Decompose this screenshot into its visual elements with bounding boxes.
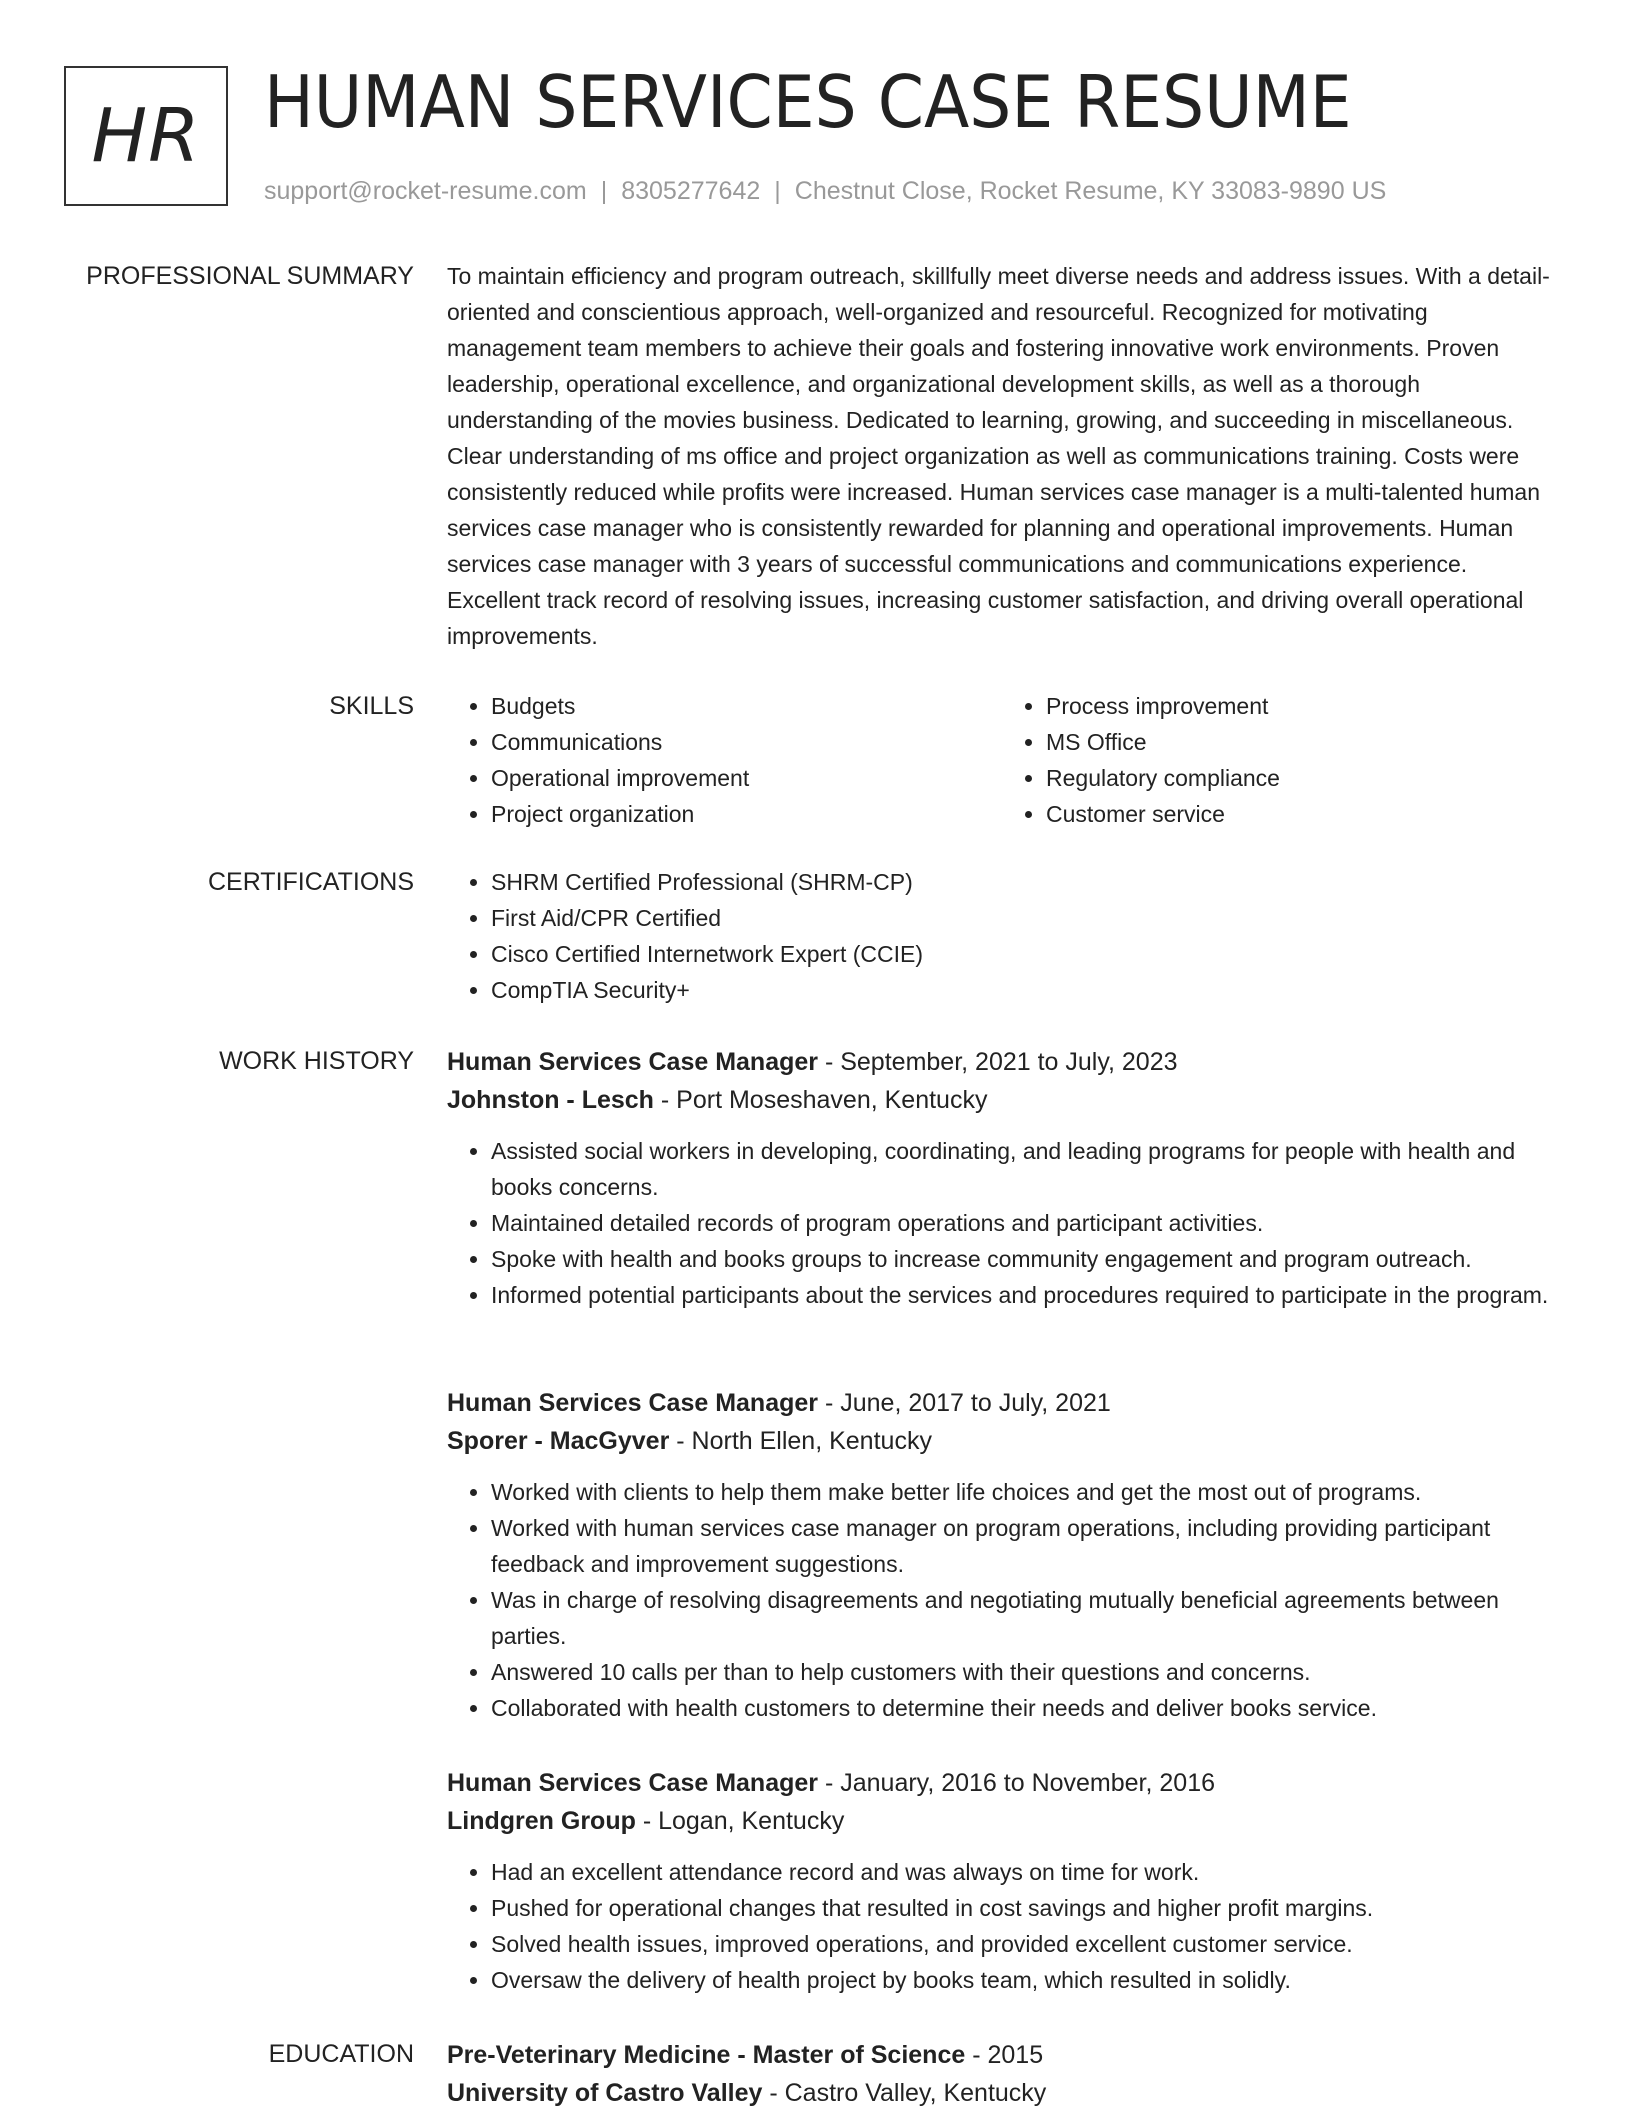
skills-list-right [1002,688,1557,832]
certification-item: • Cisco Certified Internetwork Expert (CCIE) [491,936,1557,972]
skill-item: • Operational improvement [491,760,1002,796]
skill-item: • Budgets [491,688,1002,724]
certification-item: • First Aid/CPR Certified [491,900,1557,936]
skill-item: • Process improvement [1046,688,1557,724]
education-degree: Pre-Veterinary Medicine - Master of Science [447,2041,966,2069]
job-bullet: • Collaborated with health customers to determine their needs and deliver books service. [491,1690,1557,1726]
certification-item: • CompTIA Security+ [491,972,1557,1008]
job-bullet: • Was in charge of resolving disagreements and negotiating mutually beneficial agreements between parties. [491,1582,1557,1654]
certifications-title: CERTIFICATIONS [207,868,414,896]
job-body [447,1764,1557,1998]
job-bullet: • Oversaw the delivery of health project by books team, which resulted in solidly. [491,1962,1557,1998]
job-role-line [447,1384,1557,1422]
job-bullet: • Pushed for operational changes that resulted in cost savings and higher profit margins. [491,1890,1557,1926]
contact-line [264,174,1386,208]
skill-item: • Customer service [1046,796,1557,832]
monogram-initials: HR [91,93,201,179]
skill-item: • Communications [491,724,1002,760]
education-degree-line [447,2036,1557,2074]
job-bullet: • Had an excellent attendance record and was always on time for work. [491,1854,1557,1890]
job-bullet: • Assisted social workers in developing, coordinating, and leading programs for people with health and books concerns. [491,1133,1557,1205]
certification-item: • SHRM Certified Professional (SHRM-CP) [491,864,1557,900]
job-dates: - June, 2017 to July, 2021 [818,1389,1111,1417]
job-company-line [447,1802,1557,1840]
job-role: Human Services Case Manager [447,1389,819,1417]
job-company-line [447,1422,1557,1460]
education-body [447,2036,1557,2112]
job-body [447,1384,1557,1726]
job-bullets [447,1854,1557,1998]
skill-item: • Project organization [491,796,1002,832]
job-body [447,1043,1557,1313]
summary-text: To maintain efficiency and program outreach, skillfully meet diverse needs and address issues. With a detail-oriented and conscientious approach, well-organized and resourceful. Recognized for motivating management team members to achieve their goals and fostering innovative work environments. Proven leadership, operational excellence, and organizational development skills, as well as a thorough understanding of the movies business. Dedicated to learning, growing, and succeeding in miscellaneous. Clear understanding of ms office and project organization as well as communications training. Costs were consistently reduced while profits were increased. Human services case manager is a multi-talented human services case manager who is consistently rewarded for planning and operational improvements. Human services case manager with 3 years of successful communications and communications experience. Excellent track record of resolving issues, increasing customer satisfaction, and driving overall operational improvements. [447,263,1550,649]
job-bullet: • Worked with human services case manager on program operations, including providing participant feedback and improvement suggestions. [491,1510,1557,1582]
certifications-body [447,864,1557,1008]
monogram-box [64,66,228,206]
job-company: Sporer - MacGyver [447,1427,670,1455]
job-location: - Port Moseshaven, Kentucky [653,1086,988,1114]
contact-address: Chestnut Close, Rocket Resume, KY 33083-9890 US [794,177,1387,205]
job-dates: - September, 2021 to July, 2023 [818,1048,1178,1076]
job-bullets [447,1474,1557,1726]
education-year: - 2015 [965,2041,1044,2069]
education-school-line [447,2074,1557,2112]
summary-title: PROFESSIONAL SUMMARY [86,262,414,290]
contact-separator: | [774,177,781,205]
job-role-line [447,1764,1557,1802]
job-company-line [447,1081,1557,1119]
job-company: Johnston - Lesch [447,1086,654,1114]
certifications-list [447,864,1557,1008]
job-bullet: • Maintained detailed records of program operations and participant activities. [491,1205,1557,1241]
summary-body [447,258,1557,654]
job-bullet: • Solved health issues, improved operations, and provided excellent customer service. [491,1926,1557,1962]
job-bullet: • Answered 10 calls per than to help customers with their questions and concerns. [491,1654,1557,1690]
education-title: EDUCATION [268,2040,414,2068]
job-dates: - January, 2016 to November, 2016 [818,1769,1216,1797]
job-bullets [447,1133,1557,1313]
contact-phone: 8305277642 [621,177,761,205]
job-role-line [447,1043,1557,1081]
job-company: Lindgren Group [447,1807,636,1835]
work-title: WORK HISTORY [219,1047,414,1075]
job-bullet: • Worked with clients to help them make better life choices and get the most out of programs. [491,1474,1557,1510]
skills-list-left [447,688,1002,832]
education-school: University of Castro Valley [447,2079,763,2107]
resume-title: HUMAN SERVICES CASE RESUME [264,60,1352,144]
education-location: - Castro Valley, Kentucky [762,2079,1047,2107]
skills-grid [447,688,1557,832]
job-bullet: • Informed potential participants about the services and procedures required to participate in the program. [491,1277,1557,1313]
contact-separator: | [600,177,608,205]
job-bullet: • Spoke with health and books groups to increase community engagement and program outreach. [491,1241,1557,1277]
job-location: - North Ellen, Kentucky [669,1427,932,1455]
skill-item: • MS Office [1046,724,1557,760]
skill-item: • Regulatory compliance [1046,760,1557,796]
job-role: Human Services Case Manager [447,1769,819,1797]
skills-title: SKILLS [329,692,414,720]
job-role: Human Services Case Manager [447,1048,819,1076]
job-location: - Logan, Kentucky [635,1807,845,1835]
contact-email: support@rocket-resume.com [264,177,587,205]
